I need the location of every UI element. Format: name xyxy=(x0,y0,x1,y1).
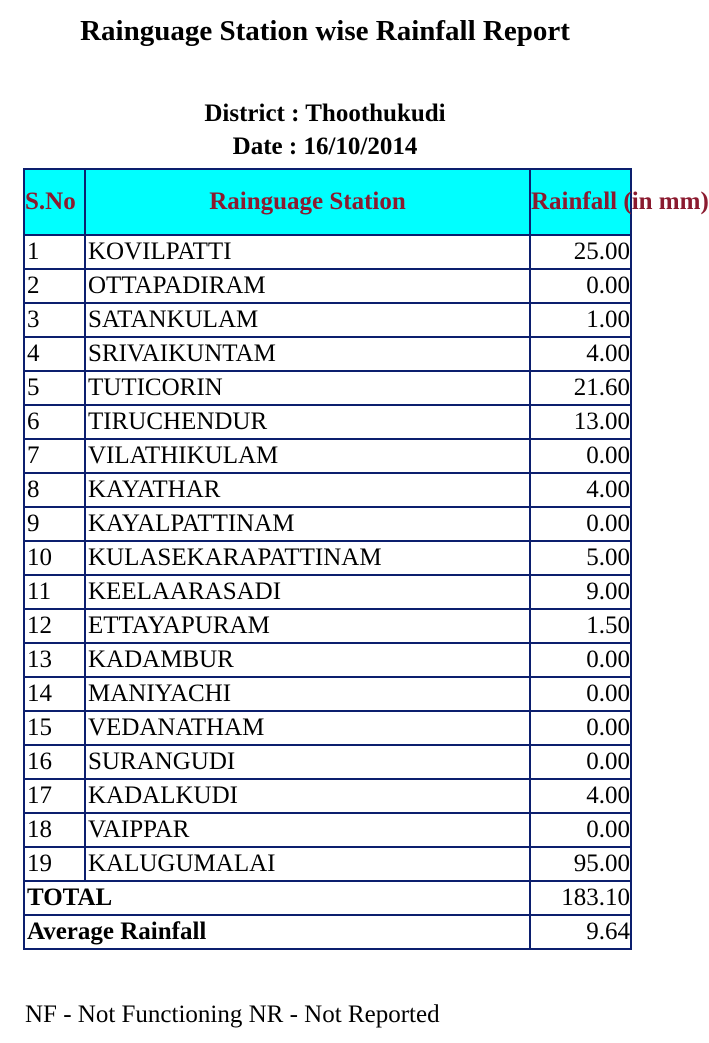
report-title: Rainguage Station wise Rainfall Report xyxy=(80,15,570,47)
row-station: SATANKULAM xyxy=(85,303,530,337)
row-sno: 12 xyxy=(24,609,85,643)
row-rainfall: 13.00 xyxy=(530,405,631,439)
row-rainfall: 4.00 xyxy=(530,337,631,371)
row-rainfall: 0.00 xyxy=(530,813,631,847)
row-sno: 2 xyxy=(24,269,85,303)
table-row xyxy=(24,439,631,473)
row-rainfall: 5.00 xyxy=(530,541,631,575)
row-rainfall: 1.00 xyxy=(530,303,631,337)
row-station: SURANGUDI xyxy=(85,745,530,779)
row-rainfall: 25.00 xyxy=(530,235,631,269)
row-sno: 8 xyxy=(24,473,85,507)
row-station: KULASEKARAPATTINAM xyxy=(85,541,530,575)
row-rainfall: 0.00 xyxy=(530,711,631,745)
total-label: TOTAL xyxy=(24,881,530,915)
row-station: TIRUCHENDUR xyxy=(85,405,530,439)
row-station: VILATHIKULAM xyxy=(85,439,530,473)
average-label: Average Rainfall xyxy=(24,915,530,949)
table-row xyxy=(24,269,631,303)
row-rainfall: 0.00 xyxy=(530,643,631,677)
row-station: ETTAYAPURAM xyxy=(85,609,530,643)
row-station: KADALKUDI xyxy=(85,779,530,813)
row-sno: 18 xyxy=(24,813,85,847)
table-row xyxy=(24,405,631,439)
average-row xyxy=(24,915,631,949)
table-row xyxy=(24,235,631,269)
table-row xyxy=(24,303,631,337)
table-row xyxy=(24,677,631,711)
table-row xyxy=(24,541,631,575)
row-sno: 6 xyxy=(24,405,85,439)
table-row xyxy=(24,507,631,541)
header-sno: S.No xyxy=(24,169,85,235)
row-rainfall: 1.50 xyxy=(530,609,631,643)
table-body xyxy=(24,235,631,881)
table-row xyxy=(24,745,631,779)
row-sno: 10 xyxy=(24,541,85,575)
table-row xyxy=(24,711,631,745)
row-rainfall: 21.60 xyxy=(530,371,631,405)
total-value: 183.10 xyxy=(530,881,631,915)
header-station: Rainguage Station xyxy=(85,169,530,235)
row-station: VAIPPAR xyxy=(85,813,530,847)
table-row xyxy=(24,575,631,609)
row-rainfall: 0.00 xyxy=(530,507,631,541)
row-station: KALUGUMALAI xyxy=(85,847,530,881)
table-row xyxy=(24,779,631,813)
row-station: KEELAARASADI xyxy=(85,575,530,609)
row-sno: 14 xyxy=(24,677,85,711)
table-header-row xyxy=(24,169,631,235)
row-sno: 19 xyxy=(24,847,85,881)
row-sno: 13 xyxy=(24,643,85,677)
row-sno: 4 xyxy=(24,337,85,371)
date-line: Date : 16/10/2014 xyxy=(232,133,418,160)
average-value: 9.64 xyxy=(530,915,631,949)
row-station: KOVILPATTI xyxy=(85,235,530,269)
row-station: OTTAPADIRAM xyxy=(85,269,530,303)
row-station: KADAMBUR xyxy=(85,643,530,677)
row-sno: 15 xyxy=(24,711,85,745)
row-rainfall: 4.00 xyxy=(530,473,631,507)
row-rainfall: 0.00 xyxy=(530,439,631,473)
table-row xyxy=(24,473,631,507)
row-station: SRIVAIKUNTAM xyxy=(85,337,530,371)
row-sno: 7 xyxy=(24,439,85,473)
rainfall-table xyxy=(23,168,709,950)
row-station: VEDANATHAM xyxy=(85,711,530,745)
table-row xyxy=(24,371,631,405)
row-sno: 17 xyxy=(24,779,85,813)
table-row xyxy=(24,337,631,371)
table-row xyxy=(24,643,631,677)
row-rainfall: 0.00 xyxy=(530,269,631,303)
row-rainfall: 0.00 xyxy=(530,745,631,779)
total-row xyxy=(24,881,631,915)
table-row xyxy=(24,609,631,643)
row-rainfall: 4.00 xyxy=(530,779,631,813)
table-row xyxy=(24,813,631,847)
row-rainfall: 0.00 xyxy=(530,677,631,711)
header-rainfall: Rainfall (in mm) xyxy=(530,169,631,235)
row-station: TUTICORIN xyxy=(85,371,530,405)
row-sno: 9 xyxy=(24,507,85,541)
row-sno: 16 xyxy=(24,745,85,779)
district-line: District : Thoothukudi xyxy=(204,100,446,127)
row-sno: 1 xyxy=(24,235,85,269)
row-sno: 3 xyxy=(24,303,85,337)
row-rainfall: 9.00 xyxy=(530,575,631,609)
row-rainfall: 95.00 xyxy=(530,847,631,881)
row-station: KAYALPATTINAM xyxy=(85,507,530,541)
row-sno: 11 xyxy=(24,575,85,609)
row-station: KAYATHAR xyxy=(85,473,530,507)
table-row xyxy=(24,847,631,881)
footnote: NF - Not Functioning NR - Not Reported xyxy=(25,1001,440,1028)
row-sno: 5 xyxy=(24,371,85,405)
row-station: MANIYACHI xyxy=(85,677,530,711)
